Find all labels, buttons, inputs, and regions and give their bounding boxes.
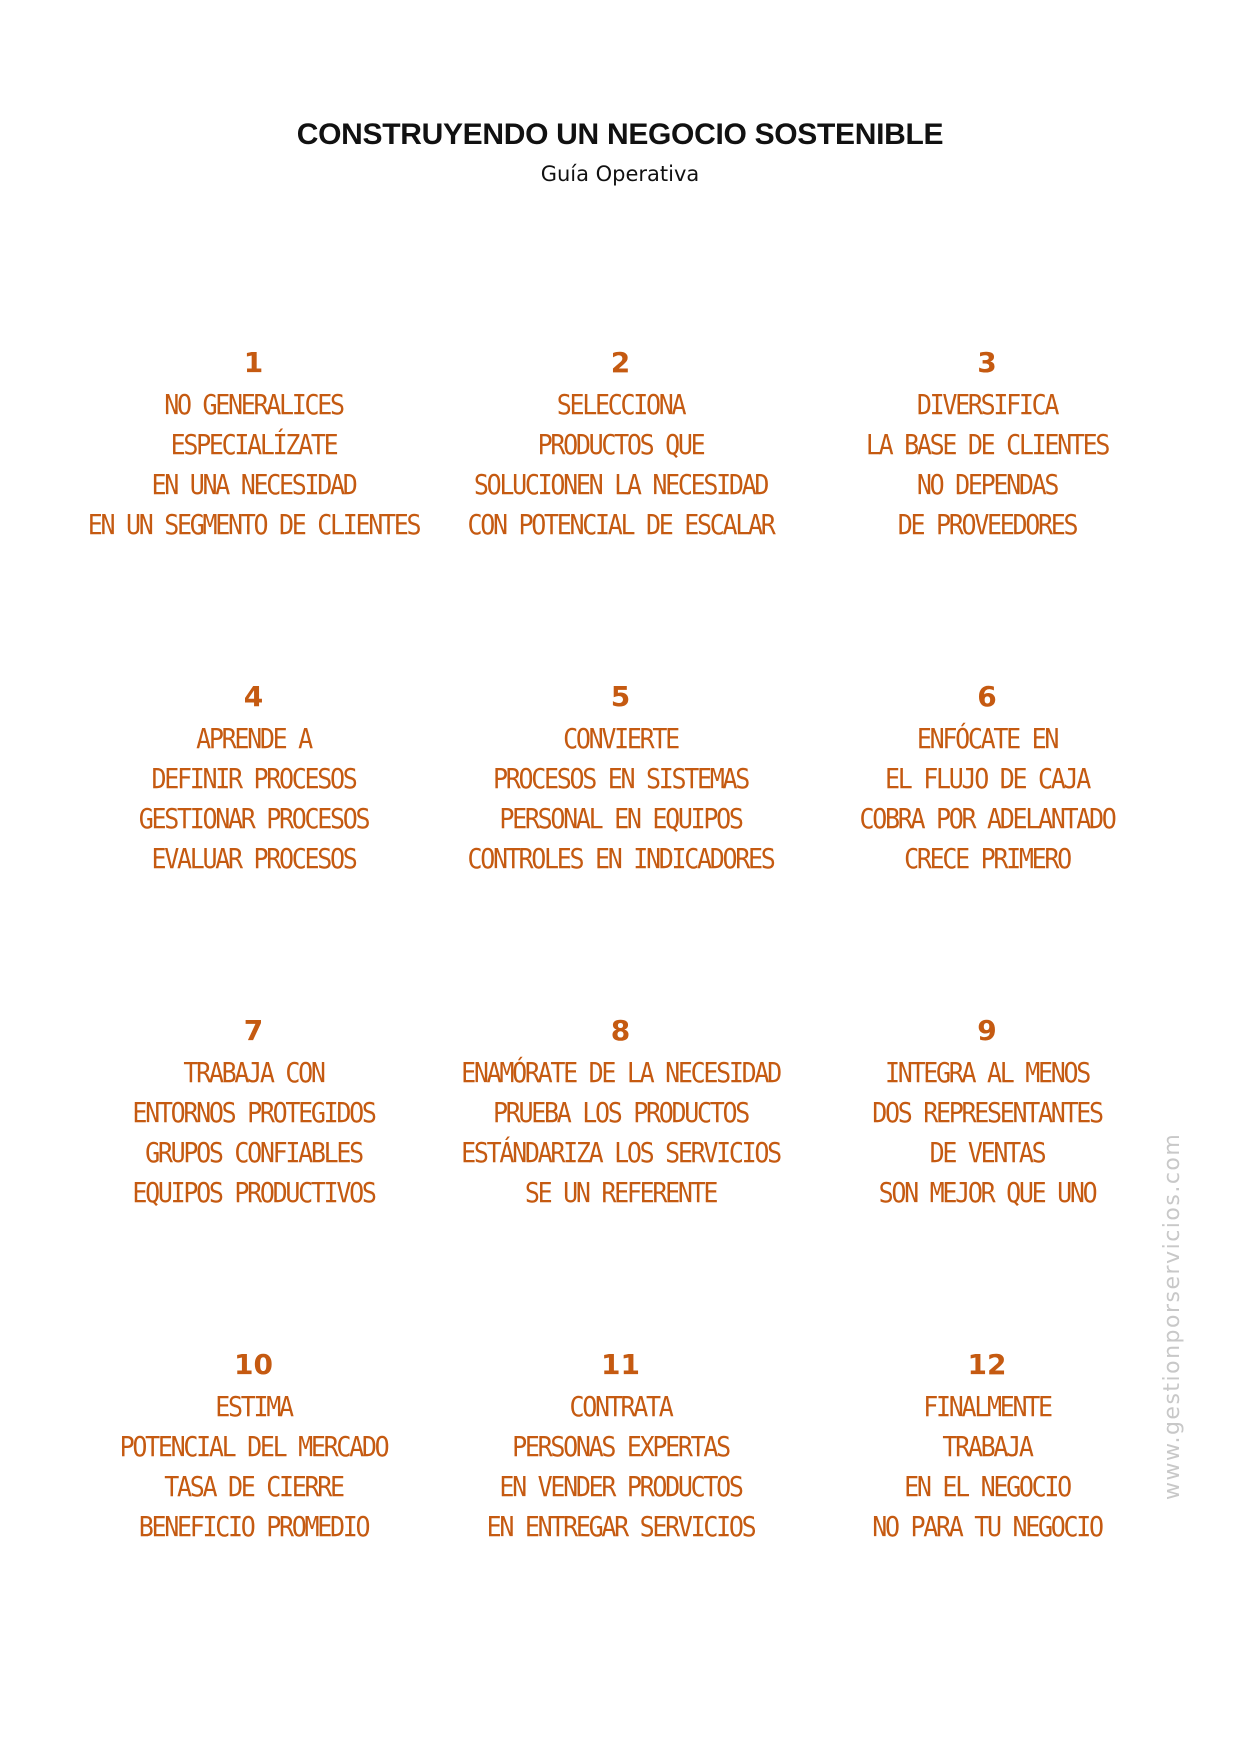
step-number: 11 (601, 1348, 640, 1381)
step-line: CRECE PRIMERO (904, 842, 1070, 875)
step-line: TASA DE CIERRE (164, 1470, 343, 1503)
step-11 (437, 1347, 804, 1681)
step-line: CONTRATA (569, 1390, 672, 1423)
step-number: 12 (967, 1348, 1007, 1381)
step-number: 10 (234, 1348, 273, 1381)
step-2 (437, 345, 804, 679)
step-10 (70, 1347, 437, 1681)
step-line: TRABAJA CON (183, 1056, 324, 1089)
step-line: PERSONAS EXPERTAS (512, 1430, 729, 1463)
step-line: EN VENDER PRODUCTOS (499, 1470, 742, 1503)
step-line: PERSONAL EN EQUIPOS (499, 802, 742, 835)
step-line: NO PARA TU NEGOCIO (872, 1510, 1102, 1543)
step-line: BENEFICIO PROMEDIO (138, 1510, 369, 1543)
step-line: ENFÓCATE EN (916, 722, 1058, 755)
step-line: GRUPOS CONFIABLES (145, 1136, 362, 1169)
step-line: EN UN SEGMENTO DE CLIENTES (87, 508, 420, 541)
step-number: 8 (610, 1014, 631, 1047)
step-number: 7 (243, 1014, 264, 1047)
step-line: EN ENTREGAR SERVICIOS (486, 1510, 755, 1543)
step-line: LA BASE DE CLIENTES (865, 428, 1109, 461)
page-header (0, 118, 1240, 186)
step-number: 9 (977, 1014, 997, 1047)
steps-grid (70, 345, 1170, 1681)
step-line: SON MEJOR QUE UNO (878, 1176, 1096, 1209)
step-7 (70, 1013, 437, 1347)
step-line: EQUIPOS PRODUCTIVOS (132, 1176, 375, 1209)
step-line: DE VENTAS (929, 1136, 1045, 1169)
step-number: 6 (977, 680, 997, 713)
step-line: SELECCIONA (556, 388, 685, 421)
step-line: PRODUCTOS QUE (537, 428, 704, 461)
step-number: 5 (610, 680, 631, 713)
step-line: NO GENERALICES (164, 388, 343, 421)
step-line: CON POTENCIAL DE ESCALAR (467, 508, 774, 541)
step-line: EVALUAR PROCESOS (151, 842, 356, 875)
step-line: NO DEPENDAS (916, 468, 1058, 501)
step-5 (437, 679, 804, 1013)
step-4 (70, 679, 437, 1013)
step-line: DOS REPRESENTANTES (872, 1096, 1102, 1129)
page-subtitle: Guía Operativa (540, 162, 700, 186)
step-line: EN UNA NECESIDAD (151, 468, 356, 501)
step-number: 2 (610, 346, 631, 379)
step-9 (804, 1013, 1170, 1347)
step-line: TRABAJA (942, 1430, 1032, 1463)
website-watermark: www.gestionporservicios.com (1160, 1132, 1185, 1500)
step-line: APRENDE A (196, 722, 311, 755)
step-line: DIVERSIFICA (916, 388, 1058, 421)
step-number: 1 (243, 346, 264, 379)
page-title: CONSTRUYENDO UN NEGOCIO SOSTENIBLE (296, 118, 944, 151)
step-line: DEFINIR PROCESOS (151, 762, 356, 795)
step-line: INTEGRA AL MENOS (884, 1056, 1090, 1089)
step-line: PRUEBA LOS PRODUCTOS (492, 1096, 749, 1129)
step-line: SE UN REFERENTE (524, 1176, 717, 1209)
step-line: EL FLUJO DE CAJA (884, 762, 1090, 795)
step-number: 3 (977, 346, 997, 379)
step-8 (437, 1013, 804, 1347)
step-line: ESTÁNDARIZA LOS SERVICIOS (461, 1136, 780, 1169)
step-number: 4 (243, 680, 264, 713)
step-line: ESPECIALÍZATE (170, 428, 337, 461)
step-line: ENTORNOS PROTEGIDOS (132, 1096, 375, 1129)
step-line: CONVIERTE (563, 722, 678, 755)
step-line: POTENCIAL DEL MERCADO (119, 1430, 388, 1463)
step-12 (804, 1347, 1170, 1681)
step-line: COBRA POR ADELANTADO (859, 802, 1115, 835)
step-line: GESTIONAR PROCESOS (138, 802, 369, 835)
step-line: FINALMENTE (923, 1390, 1051, 1423)
step-1 (70, 345, 437, 679)
step-line: CONTROLES EN INDICADORES (467, 842, 774, 875)
step-line: DE PROVEEDORES (897, 508, 1077, 541)
step-line: EN EL NEGOCIO (904, 1470, 1070, 1503)
step-line: SOLUCIONEN LA NECESIDAD (473, 468, 768, 501)
step-line: PROCESOS EN SISTEMAS (492, 762, 749, 795)
step-line: ESTIMA (215, 1390, 292, 1423)
step-3 (804, 345, 1170, 679)
step-line: ENAMÓRATE DE LA NECESIDAD (461, 1056, 780, 1089)
step-6 (804, 679, 1170, 1013)
